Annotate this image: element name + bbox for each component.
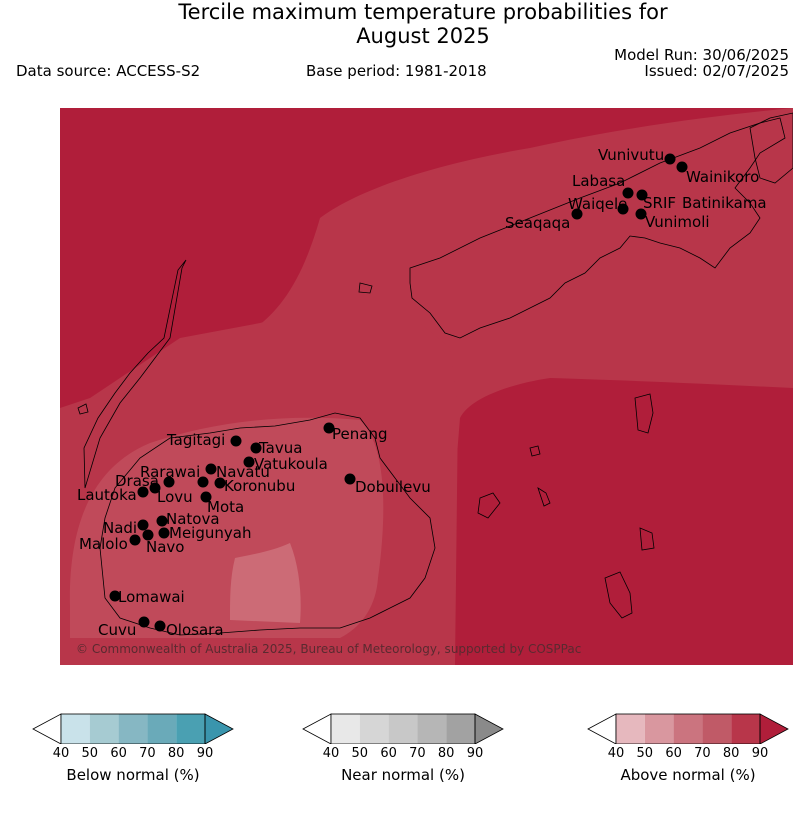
- title-line-1: Tercile maximum temperature probabilities for: [178, 0, 668, 24]
- station-label-rarawai: Rarawai: [140, 463, 201, 481]
- colorbar-swatch: [331, 714, 360, 744]
- station-label-mota: Mota: [207, 498, 245, 516]
- data-source: Data source: ACCESS-S2: [16, 62, 201, 80]
- tick: 90: [751, 746, 769, 761]
- colorbar-below-ticks: [32, 744, 234, 760]
- station-label-nadi: Nadi: [103, 519, 138, 537]
- colorbar-swatch: [61, 714, 90, 744]
- station-label-wainikoro: Wainikoro: [686, 168, 760, 186]
- colorbar-near-normal: [302, 712, 504, 784]
- tick: 70: [409, 746, 426, 761]
- colorbar-extension-high: [760, 714, 788, 744]
- colorbar-swatch: [446, 714, 475, 744]
- title-line-2: August 2025: [356, 24, 490, 48]
- colorbar-above-normal: [587, 712, 789, 784]
- station-label-navo: Navo: [146, 538, 185, 556]
- tick: 90: [466, 746, 484, 761]
- station-marker-tagitagi: [231, 436, 242, 447]
- tick: 80: [722, 746, 740, 761]
- tick: 70: [694, 746, 711, 761]
- station-label-labasa: Labasa: [572, 172, 626, 190]
- tick: 40: [322, 746, 340, 761]
- colorbar-swatch: [616, 714, 645, 744]
- tick: 40: [52, 746, 70, 761]
- probability-map: [60, 108, 793, 665]
- colorbar-swatch: [90, 714, 119, 744]
- station-marker-olosara: [155, 621, 166, 632]
- model-run: Model Run: 30/06/2025: [614, 46, 789, 64]
- map-title: [0, 0, 804, 48]
- colorbar-extension-low: [33, 714, 61, 744]
- station-label-lomawai: Lomawai: [118, 588, 185, 606]
- station-marker-vunivutu: [665, 154, 676, 165]
- colorbar-swatch: [702, 714, 731, 744]
- tick: 90: [196, 746, 214, 761]
- colorbar-below-swatches: [32, 712, 234, 744]
- tick: 50: [81, 746, 99, 761]
- colorbar-swatch: [674, 714, 703, 744]
- station-label-vunivutu: Vunivutu: [598, 146, 665, 164]
- station-label-olosara: Olosara: [166, 621, 224, 639]
- tick: 80: [437, 746, 455, 761]
- colorbar-near-ticks: [302, 744, 504, 760]
- colorbar-below-title: Below normal (%): [66, 766, 200, 784]
- colorbar-swatch: [645, 714, 674, 744]
- tick: 70: [139, 746, 156, 761]
- colorbar-near-title: Near normal (%): [341, 766, 465, 784]
- colorbar-swatch: [417, 714, 446, 744]
- station-label-dobuilevu: Dobuilevu: [355, 478, 431, 496]
- tick: 60: [380, 746, 397, 761]
- station-label-waiqele: Waiqele: [568, 195, 628, 213]
- station-marker-dobuilevu: [345, 474, 356, 485]
- colorbar-below-normal: [32, 712, 234, 784]
- colorbar-swatch: [176, 714, 205, 744]
- station-marker-meigunyah: [159, 528, 170, 539]
- station-marker-navatu: [206, 464, 217, 475]
- station-label-koronubu: Koronubu: [224, 477, 296, 495]
- colorbar-above-swatches: [587, 712, 789, 744]
- station-label-navatu: Navatu: [216, 463, 270, 481]
- issued-date: Issued: 02/07/2025: [644, 62, 789, 80]
- station-label-penang: Penang: [332, 425, 388, 443]
- station-label-lautoka: Lautoka: [77, 486, 137, 504]
- station-label-drasa: Drasa: [115, 472, 159, 490]
- station-label-cuvu: Cuvu: [98, 621, 137, 639]
- station-label-natova: Natova: [166, 510, 220, 528]
- tick: 60: [110, 746, 127, 761]
- station-label-meigunyah: Meigunyah: [169, 524, 252, 542]
- station-label-seaqaqa: Seaqaqa: [505, 214, 571, 232]
- tick: 50: [636, 746, 654, 761]
- colorbar-swatch: [119, 714, 148, 744]
- colorbar-extension-low: [303, 714, 331, 744]
- station-label-tavua: Tavua: [259, 439, 303, 457]
- station-marker-cuvu: [139, 617, 150, 628]
- colorbar-above-title: Above normal (%): [620, 766, 756, 784]
- colorbar-swatch: [389, 714, 418, 744]
- tick: 80: [167, 746, 185, 761]
- colorbar-extension-low: [588, 714, 616, 744]
- station-label-tagitagi: Tagitagi: [167, 431, 226, 449]
- colorbar-above-ticks: [587, 744, 789, 760]
- colorbar-near-swatches: [302, 712, 504, 744]
- station-label-vatukoula: Vatukoula: [254, 455, 328, 473]
- colorbar-extension-high: [475, 714, 503, 744]
- tick: 40: [607, 746, 625, 761]
- station-marker-nadi: [138, 520, 149, 531]
- colorbar-extension-high: [205, 714, 233, 744]
- tick: 50: [351, 746, 369, 761]
- station-label-batinikama: Batinikama: [682, 194, 767, 212]
- station-label-malolo: Malolo: [79, 535, 128, 553]
- base-period: Base period: 1981-2018: [306, 62, 487, 80]
- station-label-lovu: Lovu: [157, 488, 193, 506]
- colorbar-swatch: [731, 714, 760, 744]
- tick: 60: [665, 746, 682, 761]
- station-label-vunimoli: Vunimoli: [645, 213, 710, 231]
- colorbar-swatch: [360, 714, 389, 744]
- copyright-notice: © Commonwealth of Australia 2025, Bureau of Meteorology, supported by COSPPac: [76, 642, 582, 656]
- station-label-srif: SRIF: [643, 194, 676, 212]
- colorbar-swatch: [147, 714, 176, 744]
